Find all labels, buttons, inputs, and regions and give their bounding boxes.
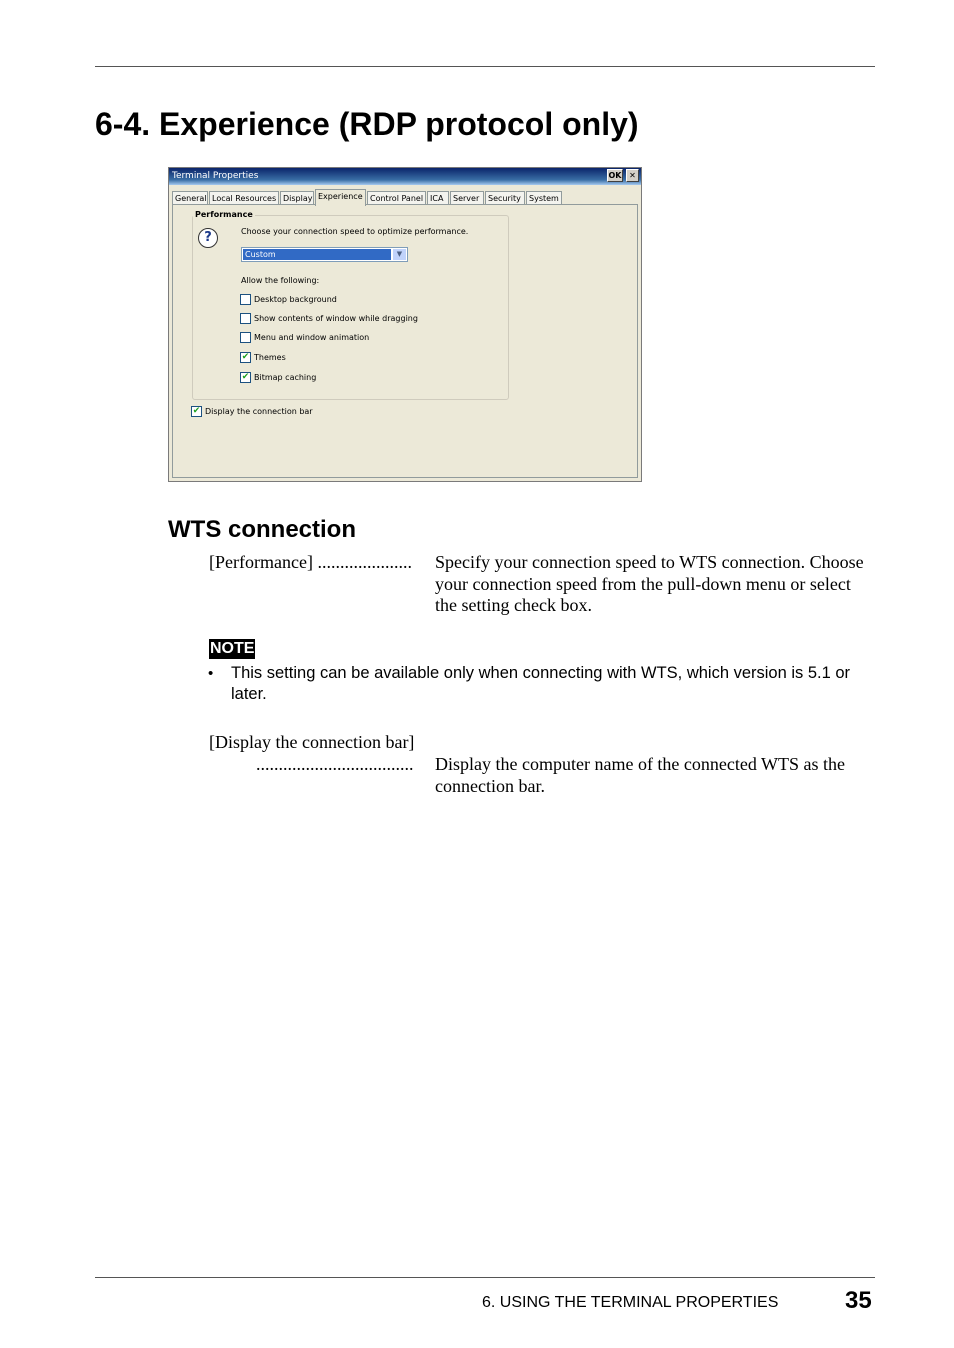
tab-security[interactable]: Security bbox=[485, 191, 525, 205]
performance-term: [Performance] ..................... bbox=[209, 552, 412, 572]
option-label: Themes bbox=[254, 353, 286, 362]
tab-general[interactable]: General bbox=[172, 191, 208, 205]
speed-instruction: Choose your connection speed to optimize performance. bbox=[241, 227, 469, 236]
tab-display[interactable]: Display bbox=[280, 191, 314, 205]
connection-bar-term: [Display the connection bar] bbox=[209, 732, 415, 752]
page-number: 35 bbox=[845, 1287, 872, 1314]
option-label: Show contents of window while dragging bbox=[254, 314, 418, 323]
tab-ica[interactable]: ICA bbox=[427, 191, 449, 205]
connection-speed-select[interactable] bbox=[241, 247, 408, 262]
footer-section-label: 6. USING THE TERMINAL PROPERTIES bbox=[482, 1294, 779, 1311]
note-text: This setting can be available only when connecting with WTS, which version is 5.1 or later. bbox=[231, 664, 851, 703]
checkbox[interactable] bbox=[240, 294, 251, 305]
speed-select-value: Custom bbox=[243, 249, 391, 260]
ok-button[interactable]: OK bbox=[608, 171, 622, 180]
option-label: Desktop background bbox=[254, 295, 337, 304]
checkbox-checked[interactable]: ✔ bbox=[241, 372, 250, 382]
tab-local-resources[interactable]: Local Resources bbox=[209, 191, 279, 205]
footer-rule bbox=[95, 1277, 875, 1278]
terminal-properties-dialog bbox=[168, 167, 642, 482]
checkbox-checked[interactable]: ✔ bbox=[192, 406, 201, 416]
close-icon[interactable]: ✕ bbox=[626, 169, 639, 182]
chevron-down-icon[interactable]: ▼ bbox=[393, 249, 406, 260]
checkbox[interactable] bbox=[240, 313, 251, 324]
checkbox[interactable] bbox=[240, 332, 251, 343]
tab-control-panel[interactable]: Control Panel bbox=[367, 191, 426, 205]
header-rule bbox=[95, 66, 875, 67]
option-label: Bitmap caching bbox=[254, 373, 317, 382]
dialog-title: Terminal Properties bbox=[172, 171, 259, 181]
option-label: Menu and window animation bbox=[254, 333, 370, 342]
tab-experience[interactable]: Experience bbox=[315, 189, 366, 206]
tab-system[interactable]: System bbox=[526, 191, 562, 205]
connection-bar-description: Display the computer name of the connected WTS as the connection bar. bbox=[435, 754, 846, 796]
allow-following-label: Allow the following: bbox=[241, 276, 320, 285]
checkbox-checked[interactable]: ✔ bbox=[241, 352, 250, 362]
wts-heading: WTS connection bbox=[168, 516, 356, 543]
tab-server[interactable]: Server bbox=[450, 191, 484, 205]
option-label: Display the connection bar bbox=[205, 407, 313, 416]
connection-bar-leader: ................................... bbox=[256, 754, 414, 774]
question-help-icon: ? bbox=[198, 228, 218, 248]
note-label: NOTE bbox=[210, 640, 255, 657]
bullet-icon: • bbox=[208, 665, 214, 682]
dialog-titlebar bbox=[169, 168, 641, 185]
page-title: 6-4. Experience (RDP protocol only) bbox=[95, 106, 639, 142]
performance-description: Specify your connection speed to WTS connection. Choose your connection speed from the pull-down menu or select the setting check box. bbox=[435, 552, 864, 615]
performance-group-label: Performance bbox=[195, 210, 253, 219]
